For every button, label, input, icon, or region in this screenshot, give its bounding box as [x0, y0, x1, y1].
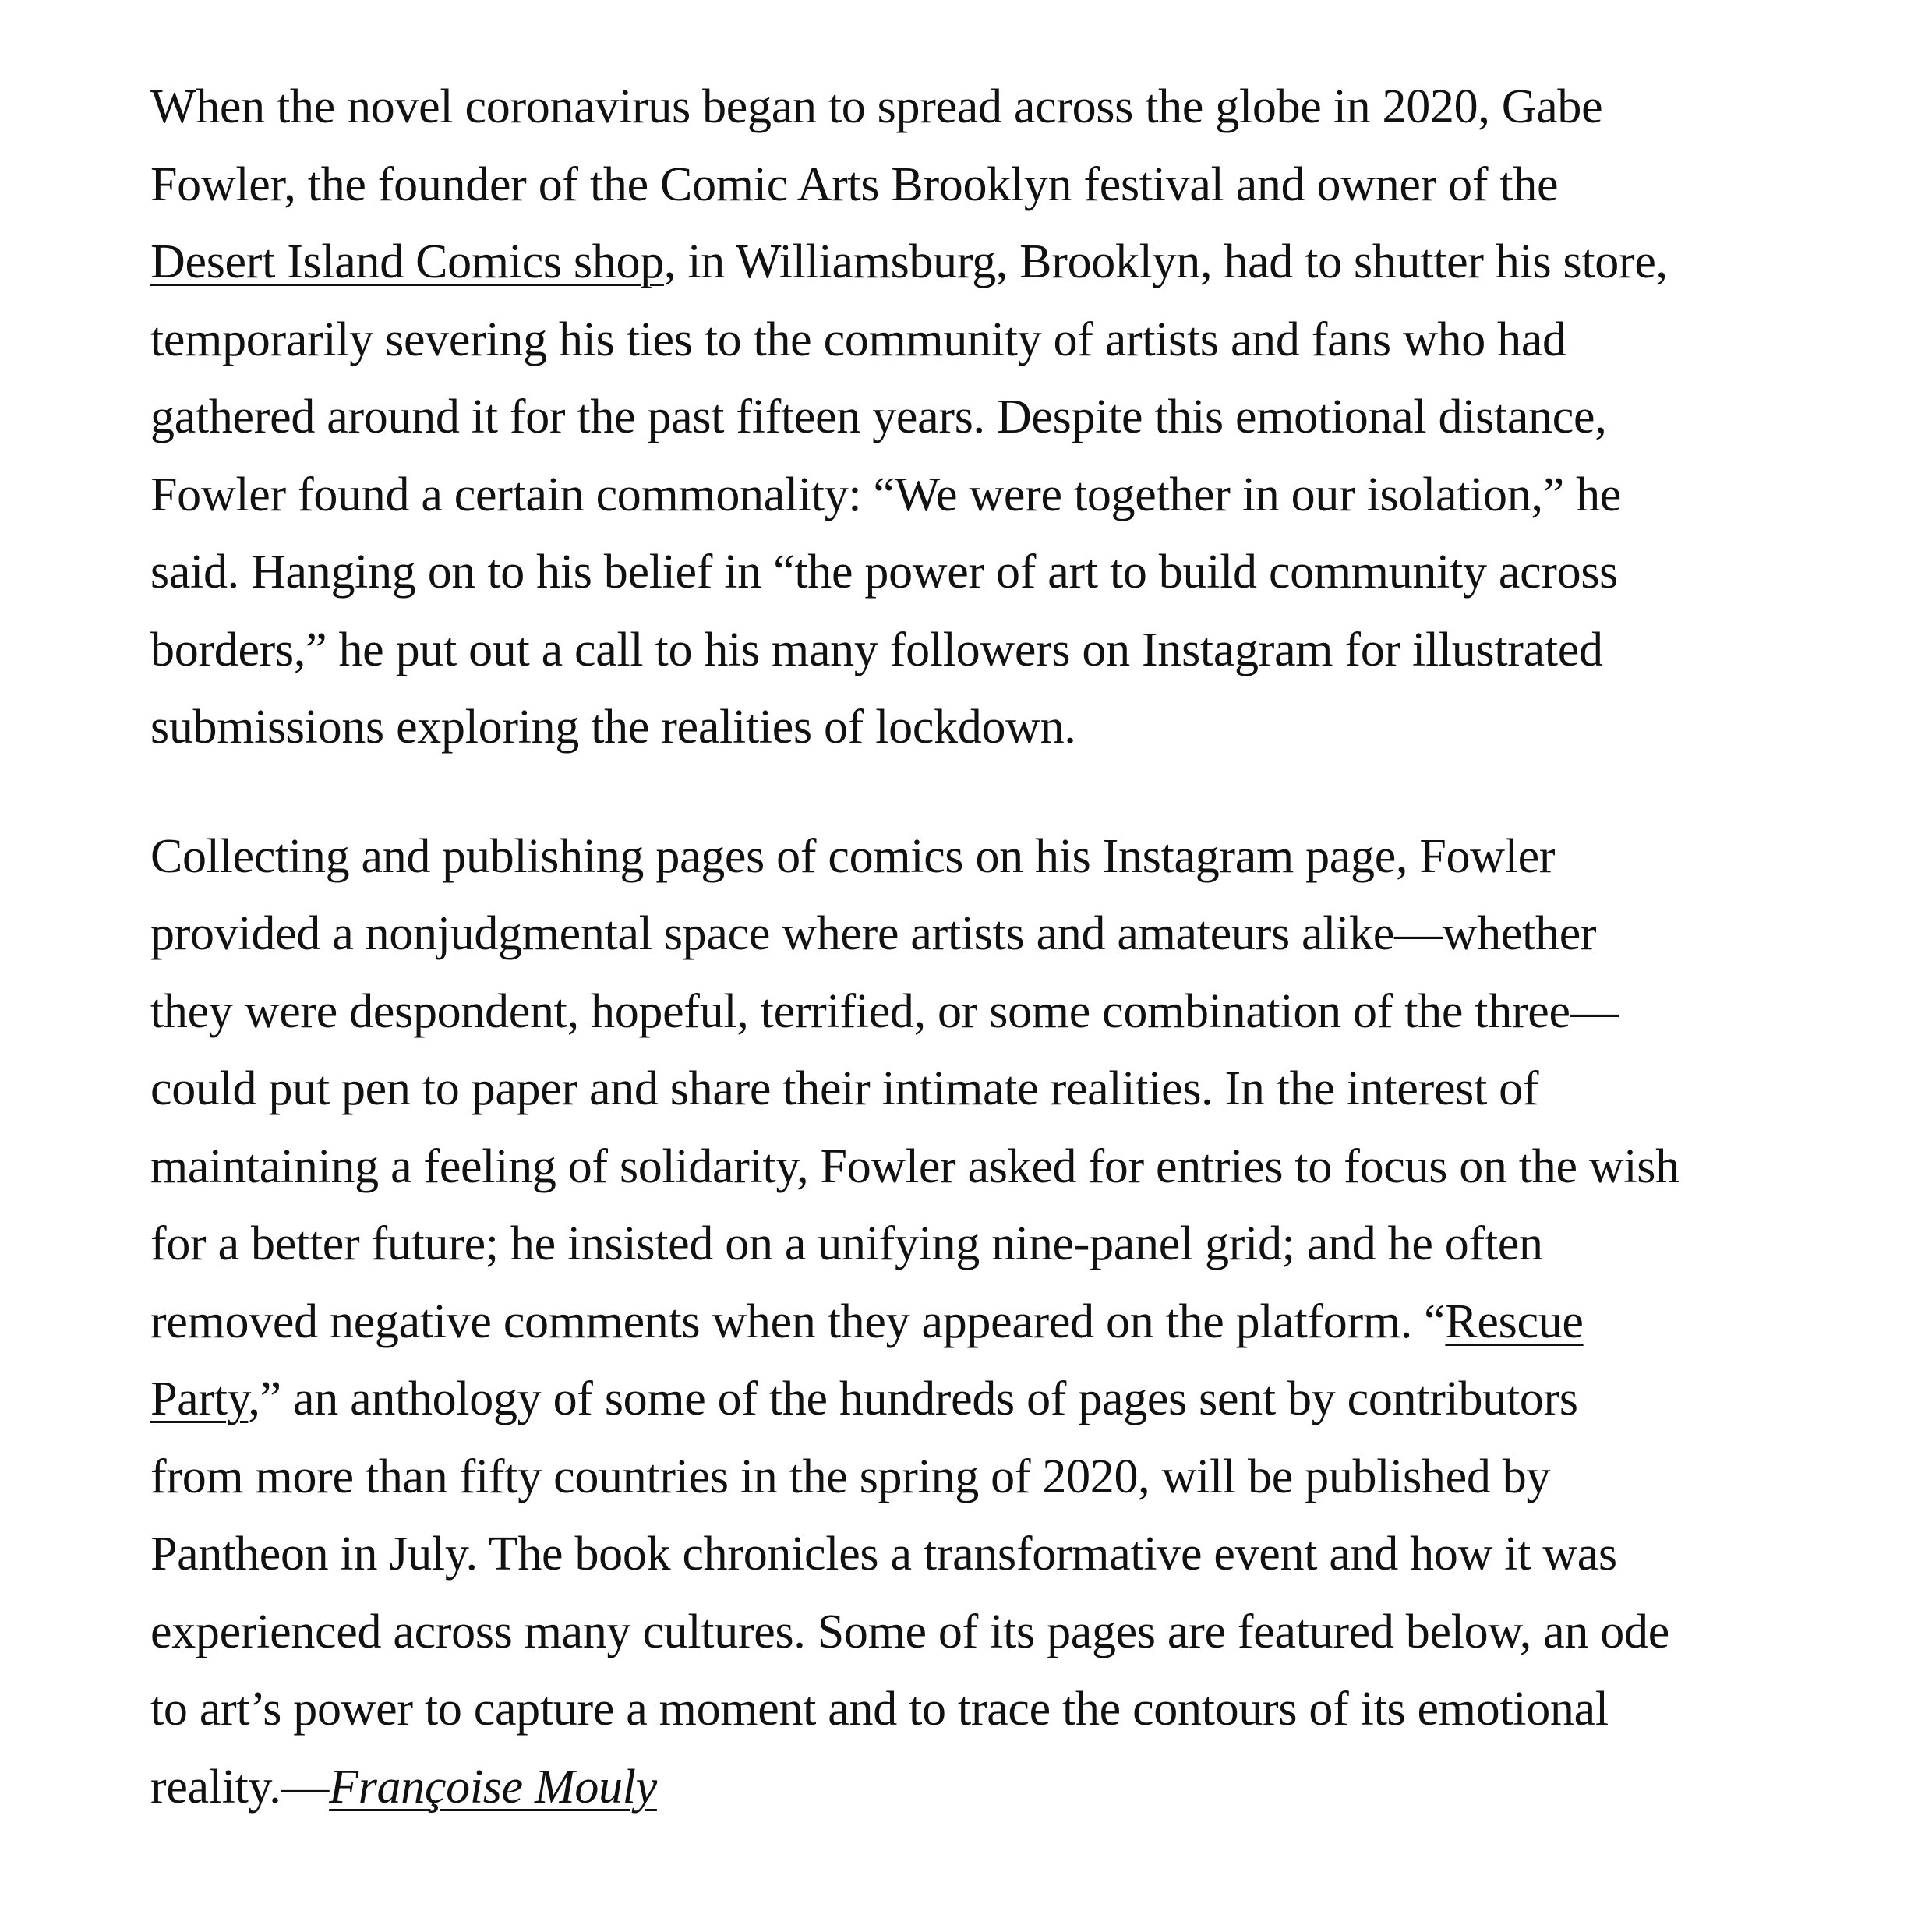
text-segment: removed negative comments when they appeared on the platform. “	[150, 1294, 1446, 1348]
text-line	[150, 1206, 1904, 1284]
paragraph	[150, 69, 1904, 767]
text-segment: borders,” he put out a call to his many followers on Instagram for illustrated	[150, 623, 1603, 676]
text-segment: to art’s power to capture a moment and to trace the contours of its emotional	[150, 1683, 1609, 1736]
text-line	[150, 1361, 1904, 1439]
text-line	[150, 818, 1904, 896]
text-segment: temporarily severing his ties to the community of artists and fans who had	[150, 313, 1566, 366]
text-line	[150, 457, 1904, 535]
text-line	[150, 1439, 1904, 1517]
paragraph	[150, 818, 1904, 1827]
inline-link[interactable]: Desert Island Comics shop	[150, 235, 664, 288]
text-segment: could put pen to paper and share their intimate realities. In the interest of	[150, 1062, 1539, 1115]
text-segment: Fowler found a certain commonality: “We were together in our isolation,” he	[150, 468, 1621, 521]
text-line	[150, 302, 1904, 380]
text-line	[150, 1594, 1904, 1672]
text-segment: gathered around it for the past fifteen years. Despite this emotional distance,	[150, 390, 1607, 443]
text-line	[150, 1051, 1904, 1128]
text-line	[150, 612, 1904, 690]
text-segment: provided a nonjudgmental space where artists and amateurs alike—whether	[150, 907, 1597, 960]
text-segment: Fowler, the founder of the Comic Arts Brooklyn festival and owner of the	[150, 157, 1559, 211]
text-segment: ,” an anthology of some of the hundreds of pages sent by contributors	[248, 1372, 1578, 1425]
inline-link[interactable]: Party	[150, 1372, 249, 1425]
text-line	[150, 224, 1904, 302]
text-segment: Collecting and publishing pages of comics on his Instagram page, Fowler	[150, 829, 1556, 883]
text-line	[150, 1749, 1904, 1827]
text-line	[150, 895, 1904, 973]
text-segment: reality.—	[150, 1760, 330, 1814]
article-body	[150, 69, 1904, 1877]
text-segment: for a better future; he insisted on a unifying nine-panel grid; and he often	[150, 1217, 1543, 1270]
text-segment: said. Hanging on to his belief in “the power of art to build community across	[150, 546, 1619, 599]
text-segment: When the novel coronavirus began to spread across the globe in 2020, Gabe	[150, 80, 1603, 133]
inline-link[interactable]: Françoise Mouly	[329, 1760, 657, 1814]
text-line	[150, 379, 1904, 457]
text-segment: from more than fifty countries in the spring of 2020, will be published by	[150, 1450, 1551, 1503]
text-segment: submissions exploring the realities of lockdown.	[150, 701, 1076, 754]
text-line	[150, 147, 1904, 224]
text-segment: maintaining a feeling of solidarity, Fowler asked for entries to focus on the wish	[150, 1139, 1679, 1193]
text-line	[150, 1516, 1904, 1594]
text-line	[150, 973, 1904, 1051]
text-segment: Pantheon in July. The book chronicles a transformative event and how it was	[150, 1528, 1617, 1581]
text-segment: they were despondent, hopeful, terrified, or some combination of the three—	[150, 984, 1619, 1038]
text-segment: , in Williamsburg, Brooklyn, had to shutter his store,	[663, 235, 1668, 288]
text-line	[150, 689, 1904, 767]
text-line	[150, 69, 1904, 147]
text-line	[150, 1671, 1904, 1749]
text-line	[150, 534, 1904, 612]
text-line	[150, 1284, 1904, 1362]
text-line	[150, 1128, 1904, 1206]
text-segment: experienced across many cultures. Some of its pages are featured below, an ode	[150, 1605, 1669, 1658]
inline-link[interactable]: Rescue	[1445, 1294, 1584, 1348]
